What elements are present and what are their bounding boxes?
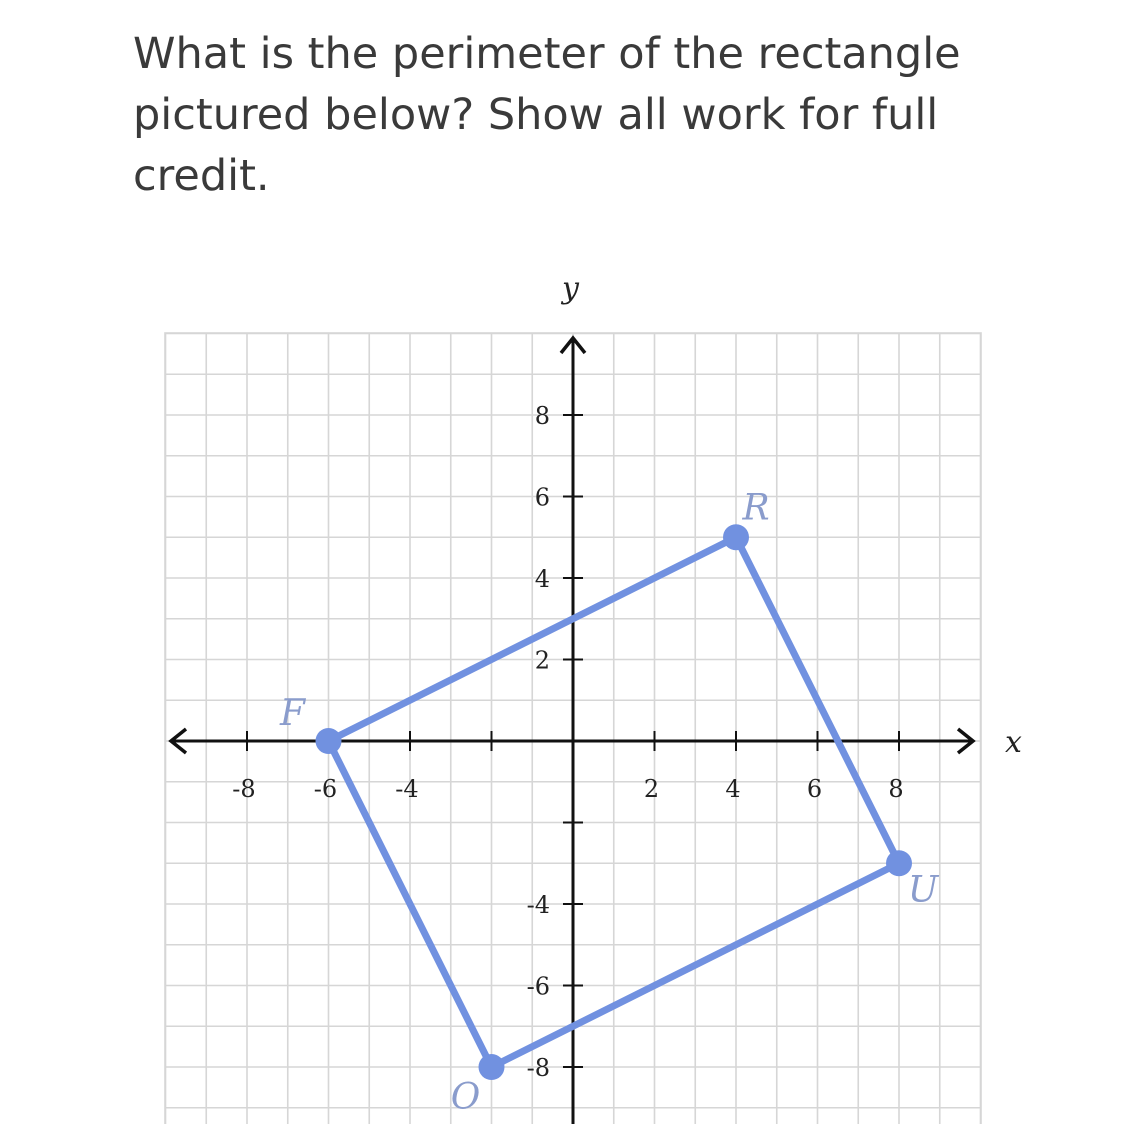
x-tick-label: 2 [643,775,660,803]
x-tick-label: -4 [395,775,419,803]
vertex-label-o: O [450,1077,481,1118]
x-tick-label: 8 [888,775,904,803]
x-tick-label: -8 [232,775,256,803]
vertex-point-o [479,1054,505,1080]
vertex-label-f: F [280,693,305,734]
y-tick-label: 8 [534,402,550,430]
y-axis-label: y [562,271,579,306]
y-tick-label: 4 [534,565,550,593]
x-tick-label: -6 [313,775,338,803]
vertex-label-r: R [742,487,770,529]
vertex-labels [279,487,940,1118]
y-tick-label: -8 [526,1054,550,1082]
question-text: What is the perimeter of the rectangle pictured below? Show all work for full credit. [133,29,961,201]
vertex-point-f [316,728,342,754]
x-tick-label: 4 [725,775,741,803]
x-axis-label: x [1005,725,1022,760]
y-tick-label: 6 [534,483,550,512]
y-tick-label: -6 [526,972,550,1001]
y-tick-label: 2 [534,646,550,675]
y-tick-label: -4 [526,891,550,919]
vertex-label-u: U [907,869,939,911]
x-tick-label: 6 [806,775,823,803]
